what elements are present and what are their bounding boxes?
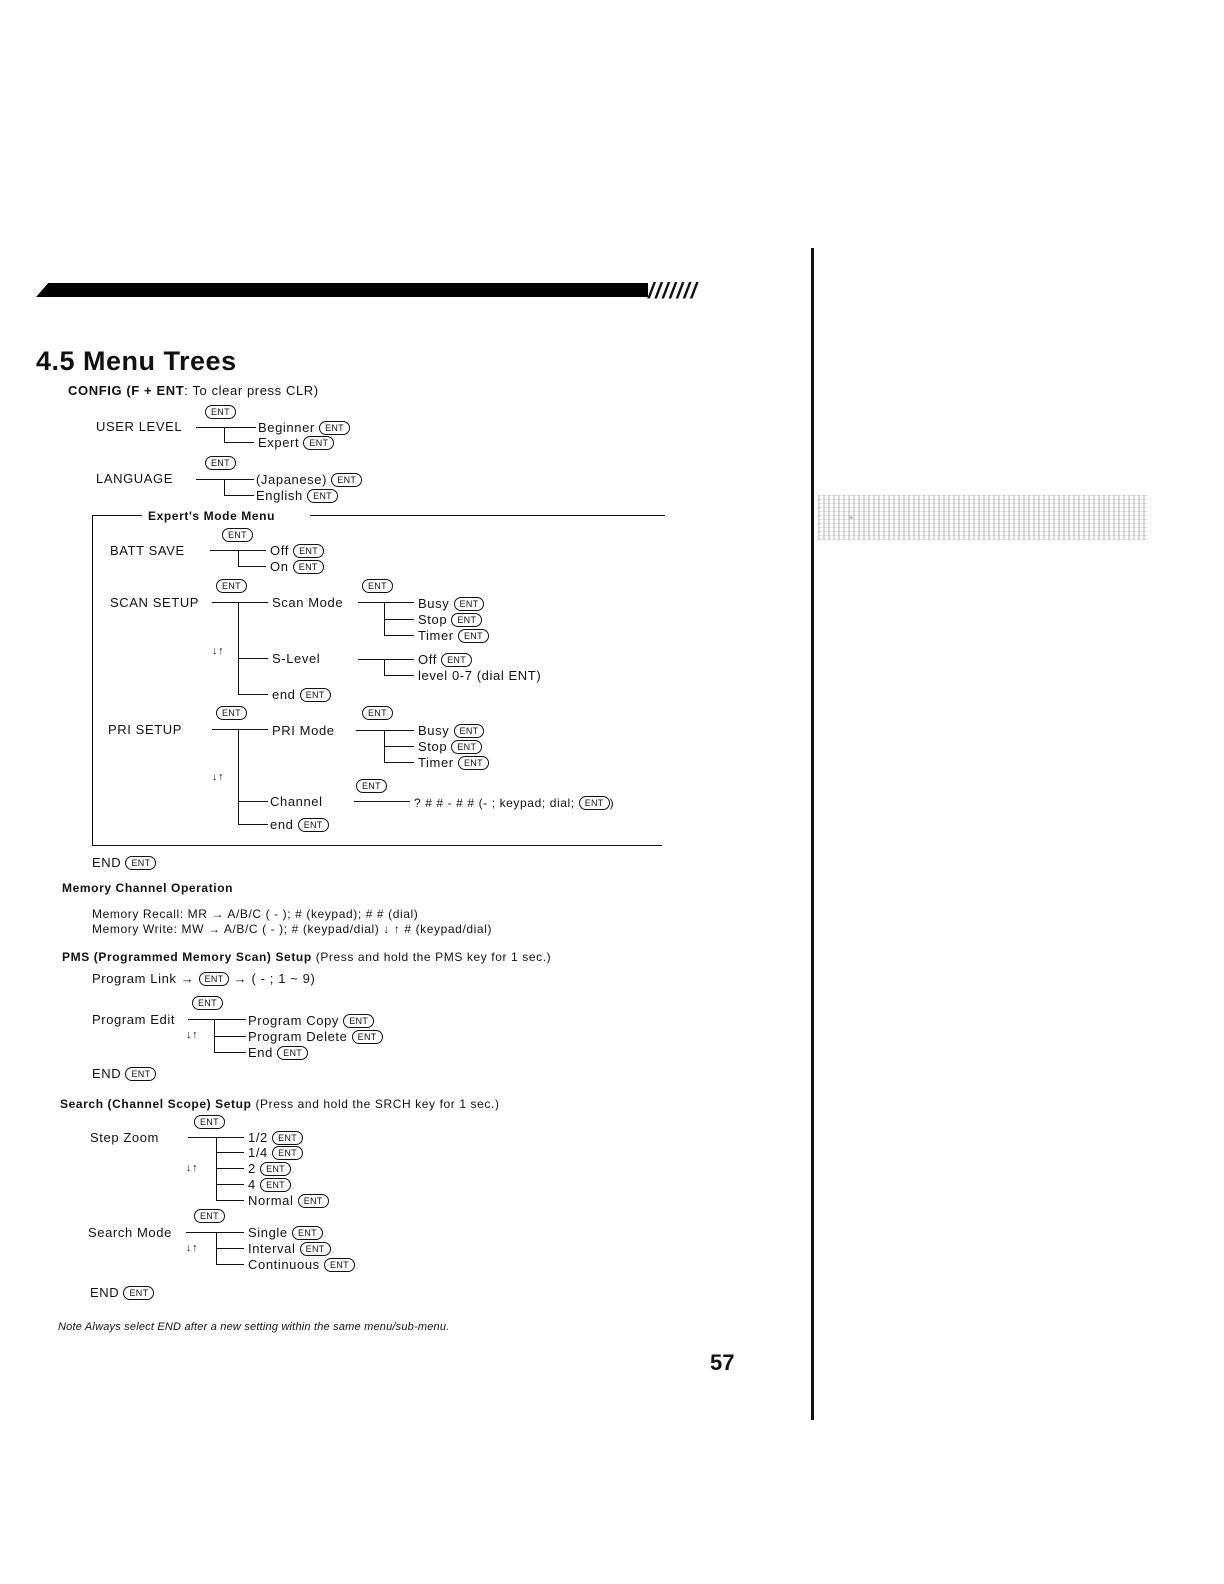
- page-number: 57: [710, 1350, 735, 1375]
- option-normal: Normal ENT: [248, 1193, 329, 1209]
- expert-menu-title: Expert's Mode Menu: [148, 509, 276, 523]
- tree-line: [384, 659, 385, 675]
- option-beginner: Beginner ENT: [258, 420, 350, 436]
- tree-line: [214, 1036, 246, 1037]
- option-off: Off ENT: [270, 543, 324, 559]
- option-expert: Expert ENT: [258, 435, 334, 451]
- ent-icon: ENT: [298, 818, 329, 832]
- program-edit-label: Program Edit: [92, 1012, 176, 1027]
- batt-save-label: BATT SAVE: [110, 543, 185, 558]
- ent-icon: ENT: [343, 1014, 374, 1028]
- tree-line: [224, 427, 225, 442]
- box-left: [92, 515, 93, 845]
- tree-line: [224, 442, 254, 443]
- option-single: Single ENT: [248, 1225, 323, 1241]
- ent-icon: ENT: [216, 706, 247, 720]
- updown-arrows: ↓↑: [212, 645, 225, 657]
- option-japanese: (Japanese) ENT: [256, 472, 362, 488]
- option-level: level 0-7 (dial ENT): [418, 668, 542, 683]
- ent-icon: ENT: [192, 996, 223, 1010]
- ent-icon: ENT: [458, 629, 489, 643]
- option-four: 4 ENT: [248, 1177, 291, 1193]
- box-top-left: [92, 515, 142, 516]
- ent-icon: ENT: [362, 579, 393, 593]
- page-title: 4.5 Menu Trees: [36, 346, 237, 376]
- option-interval: Interval ENT: [248, 1241, 331, 1257]
- tree-line: [216, 1184, 244, 1185]
- ent-icon: ENT: [222, 528, 253, 542]
- ent-icon: ENT: [293, 560, 324, 574]
- ent-icon: ENT: [454, 597, 485, 611]
- tree-line: [216, 1248, 244, 1249]
- ent-icon: ENT: [277, 1046, 308, 1060]
- memory-write: Memory Write: MW → A/B/C ( - ); # (keypad/dial) ↓ ↑ # (keypad/dial): [92, 922, 493, 936]
- ent-icon: ENT: [307, 489, 338, 503]
- ent-icon: ENT: [298, 1194, 329, 1208]
- ent-icon: ENT: [292, 1226, 323, 1240]
- option-half: 1/2 ENT: [248, 1130, 303, 1146]
- tree-line: [238, 602, 239, 694]
- tree-line: [238, 658, 268, 659]
- tree-line: [196, 479, 254, 480]
- ent-icon: ENT: [454, 724, 485, 738]
- language-label: LANGUAGE: [96, 471, 174, 486]
- config-end: END ENT: [92, 855, 156, 871]
- ent-icon: ENT: [324, 1258, 355, 1272]
- tree-line: [212, 602, 268, 603]
- search-mode-label: Search Mode: [88, 1225, 172, 1240]
- tree-line: [354, 801, 410, 802]
- channel-label: Channel: [270, 794, 323, 809]
- pms-heading: PMS (Programmed Memory Scan) Setup (Press and hold the PMS key for 1 sec.): [62, 950, 552, 964]
- tree-line: [216, 1152, 244, 1153]
- ent-icon: ENT: [331, 473, 362, 487]
- option-busy: Busy ENT: [418, 596, 484, 612]
- pri-setup-label: PRI SETUP: [108, 722, 183, 737]
- ent-icon: ENT: [199, 972, 230, 986]
- option-two: 2 ENT: [248, 1161, 291, 1177]
- ent-icon: ENT: [300, 688, 331, 702]
- ent-icon: ENT: [451, 613, 482, 627]
- page-divider: [811, 248, 814, 1420]
- tree-line: [384, 675, 414, 676]
- ent-icon: ENT: [300, 1242, 331, 1256]
- ent-icon: ENT: [293, 544, 324, 558]
- option-stop: Stop ENT: [418, 739, 482, 755]
- ent-icon: ENT: [216, 579, 247, 593]
- tree-line: [216, 1264, 244, 1265]
- updown-arrows: ↓↑: [186, 1162, 199, 1174]
- memory-heading: Memory Channel Operation: [62, 881, 234, 895]
- scan-noise: [818, 495, 1148, 540]
- box-bottom: [92, 845, 662, 846]
- tree-line: [358, 659, 414, 660]
- tree-line: [216, 1168, 244, 1169]
- option-stop: Stop ENT: [418, 612, 482, 628]
- option-end: End ENT: [248, 1045, 308, 1061]
- tree-line: [238, 729, 239, 824]
- pri-mode-label: PRI Mode: [272, 723, 335, 738]
- option-busy: Busy ENT: [418, 723, 484, 739]
- ent-icon: ENT: [451, 740, 482, 754]
- ent-icon: ENT: [272, 1146, 303, 1160]
- program-link: Program Link → ENT → ( - ; 1 ~ 9): [92, 971, 316, 986]
- ent-icon: ENT: [272, 1131, 303, 1145]
- ent-icon: ENT: [319, 421, 350, 435]
- option-timer: Timer ENT: [418, 755, 489, 771]
- ent-icon: ENT: [352, 1030, 383, 1044]
- user-level-label: USER LEVEL: [96, 419, 183, 434]
- ent-icon: ENT: [205, 456, 236, 470]
- tree-line: [358, 602, 414, 603]
- ent-icon: ENT: [123, 1286, 154, 1300]
- tree-line: [238, 694, 268, 695]
- memory-recall: Memory Recall: MR → A/B/C ( - ); # (keypad); # # (dial): [92, 907, 419, 921]
- ent-icon: ENT: [194, 1209, 225, 1223]
- ent-icon: ENT: [303, 436, 334, 450]
- option-on: On ENT: [270, 559, 324, 575]
- ent-icon: ENT: [458, 756, 489, 770]
- tree-line: [238, 566, 266, 567]
- tree-line: [238, 824, 268, 825]
- ent-icon: ENT: [362, 706, 393, 720]
- tree-line: [188, 1019, 246, 1020]
- search-end: END ENT: [90, 1285, 154, 1301]
- option-timer: Timer ENT: [418, 628, 489, 644]
- tree-line: [384, 619, 414, 620]
- updown-arrows: ↓↑: [186, 1242, 199, 1254]
- s-level-label: S-Level: [272, 651, 321, 666]
- scan-setup-label: SCAN SETUP: [110, 595, 200, 610]
- ent-icon: ENT: [441, 653, 472, 667]
- updown-arrows: ↓↑: [212, 771, 225, 783]
- tree-line: [216, 1200, 244, 1201]
- tree-line: [384, 635, 414, 636]
- step-zoom-label: Step Zoom: [90, 1130, 159, 1145]
- pms-end: END ENT: [92, 1066, 156, 1082]
- option-off: Off ENT: [418, 652, 472, 668]
- ent-icon: ENT: [125, 1067, 156, 1081]
- ent-icon: ENT: [260, 1178, 291, 1192]
- option-english: English ENT: [256, 488, 338, 504]
- channel-value: ? # # - # # (- ; keypad; dial; ENT ): [414, 796, 615, 810]
- tree-line: [224, 495, 254, 496]
- option-end: end ENT: [272, 687, 331, 703]
- tree-line: [356, 730, 414, 731]
- ent-icon: ENT: [260, 1162, 291, 1176]
- tree-line: [384, 762, 414, 763]
- tree-line: [214, 1052, 246, 1053]
- ent-icon: ENT: [579, 796, 610, 810]
- ent-icon: ENT: [205, 405, 236, 419]
- ent-icon: ENT: [194, 1115, 225, 1129]
- tree-line: [186, 1232, 244, 1233]
- option-end: end ENT: [270, 817, 329, 833]
- option-quarter: 1/4 ENT: [248, 1145, 303, 1161]
- tree-line: [196, 427, 256, 428]
- box-top-right: [310, 515, 665, 516]
- tree-line: [238, 801, 268, 802]
- scan-mode-label: Scan Mode: [272, 595, 344, 610]
- config-heading: CONFIG (F + ENT: To clear press CLR): [68, 383, 319, 398]
- option-continuous: Continuous ENT: [248, 1257, 355, 1273]
- option-program-delete: Program Delete ENT: [248, 1029, 383, 1045]
- ent-icon: ENT: [356, 779, 387, 793]
- option-program-copy: Program Copy ENT: [248, 1013, 374, 1029]
- header-bar: [36, 283, 648, 297]
- tree-line: [224, 479, 225, 495]
- tree-line: [238, 550, 239, 566]
- header-hatch: ///////: [648, 278, 698, 303]
- search-heading: Search (Channel Scope) Setup (Press and hold the SRCH key for 1 sec.): [60, 1097, 500, 1111]
- tree-line: [212, 729, 268, 730]
- ent-icon: ENT: [125, 856, 156, 870]
- updown-arrows: ↓↑: [186, 1029, 199, 1041]
- tree-line: [384, 746, 414, 747]
- note: Note Always select END after a new setting within the same menu/sub-menu.: [58, 1321, 450, 1333]
